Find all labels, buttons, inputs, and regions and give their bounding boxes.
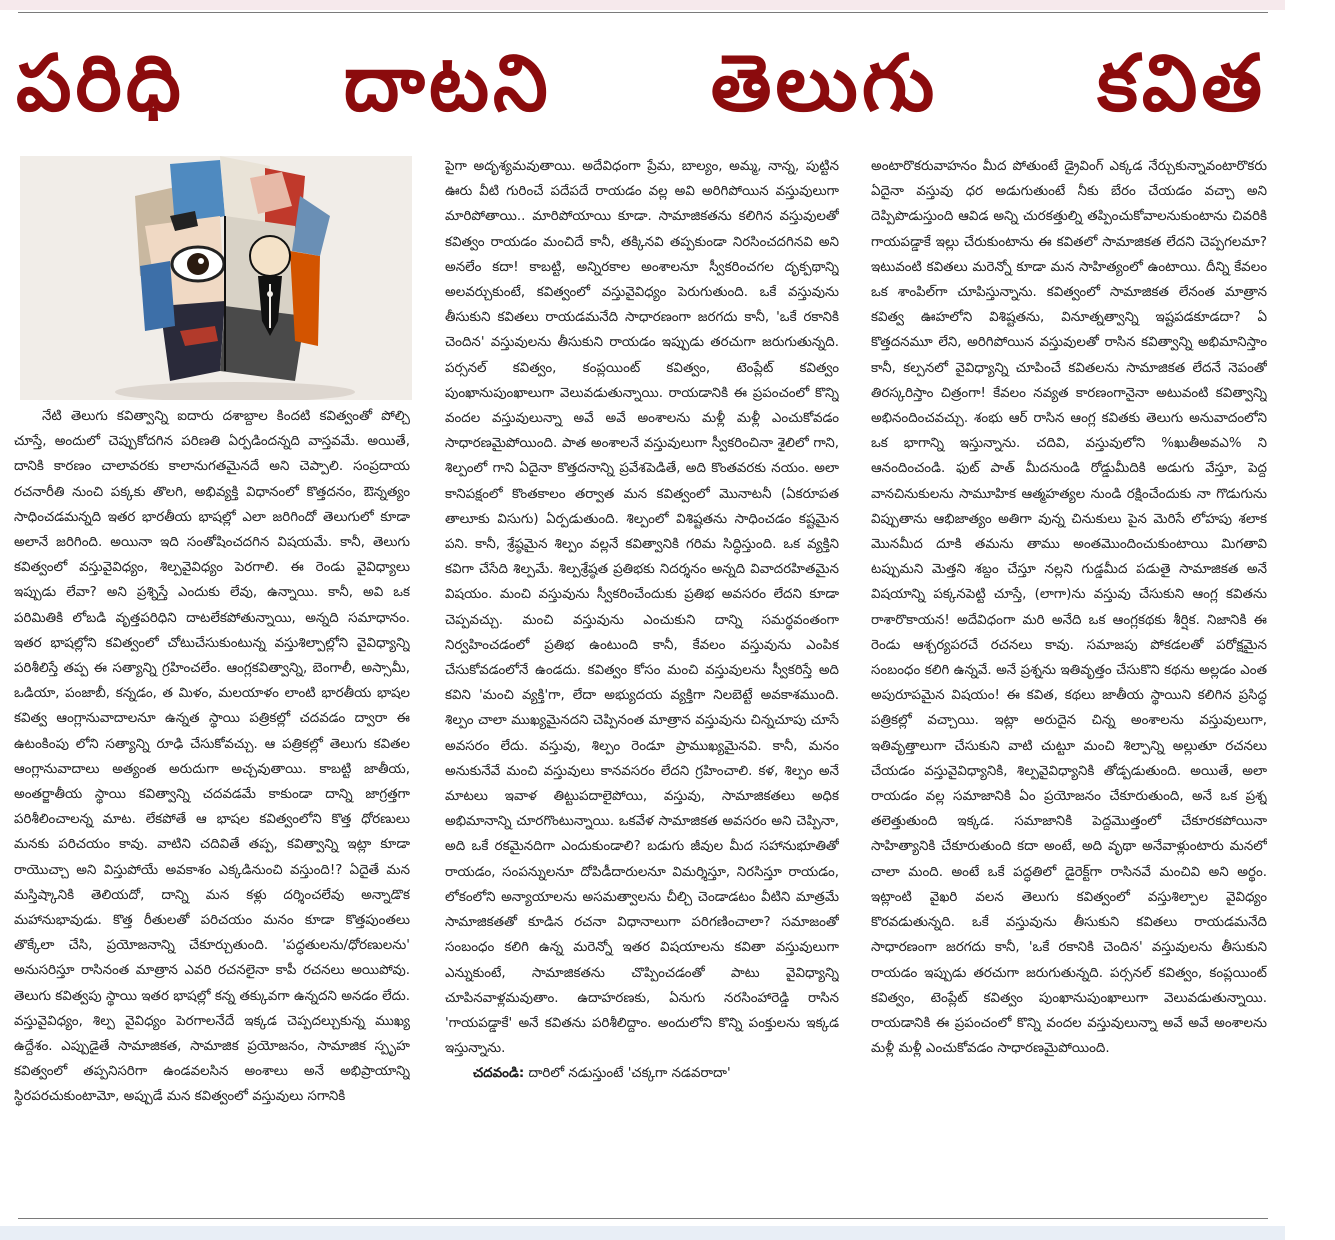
article-column-3 [871,154,1267,1204]
article-column-1 [14,404,410,1204]
bottom-rule [18,1218,1268,1219]
article-column-2 [445,154,839,1204]
headline: పరిధి దాటని తెలుగు కవిత [16,39,1266,129]
column-2-text: పైగా అదృశ్యమవుతాయి. అదేవిధంగా ప్రేమ, బాల్యం, అమ్మ, నాన్న, పుట్టిన ఊరు వీటి గురించే పదేపదే రాయడం వల్ల అవి అరిగిపోయిన వస్తువులుగా మారిపోతాయి.. మారిపోయాయి కూడా. సామాజికతను కలిగిన వస్తువులతో కవిత్వం రాయడం మంచిదే కానీ, తక్కినవి తప్పకుండా నిరసించదగినవి అని అనలేం కదా! కాబట్టి, అన్నిరకాల అంశాలనూ స్వీకరించగల దృక్పథాన్ని అలవర్చుకుంటే, కవిత్వంలో వస్తువైవిధ్యం పెరుగుతుంది. ఒకే వస్తువును తీసుకుని కవితలు రాయడమనేది సాధారణంగా జరగదు కానీ, 'ఒకే రకానికి చెందిన' వస్తువులను తీసుకుని రాయడం ఇప్పుడు తరచుగా జరుగుతున్నది. పర్సనల్ కవిత్వం, కంప్లయింట్ కవిత్వం, టెంప్లేట్ కవిత్వం పుంఖానుపుంఖాలుగా వెలువడుతున్నాయి. రాయడానికి ఈ ప్రపంచంలో కొన్ని వందల వస్తువులున్నా అవే అవే అంశాలను మళ్లీ మళ్లీ ఎంచుకోవడం సాధారణమైపోయింది. పాత అంశాలనే వస్తువులుగా స్వీకరించినా శైలిలో గాని, శిల్పంలో గాని ఏదైనా కొత్తదనాన్ని ప్రవేశపెడితే, అది కొంతవరకు నయం. అలా కానిపక్షంలో కొంతకాలం తర్వాత మన కవిత్వంలో మొనాటనీ (ఏకరూపత తాలూకు విసుగు) ఏర్పడుతుంది. శిల్పంలో విశిష్టతను సాధించడం కష్టమైన పని. కానీ, శ్రేష్ఠమైన శిల్పం వల్లనే కవిత్వానికి గరిమ సిద్ధిస్తుంది. ఒక వ్యక్తిని కవిగా చేసేది శిల్పమే. శిల్పశ్రేష్ఠత ప్రతిభకు నిదర్శనం అన్నది వివాదరహితమైన విషయం. మంచి వస్తువును స్వీకరించేందుకు ప్రతిభ అవసరం లేదని కూడా చెప్పవచ్చు. మంచి వస్తువును ఎంచుకుని దాన్ని సమర్థవంతంగా నిర్వహించడంలో ప్రతిభ ఉంటుంది కానీ, కేవలం వస్తువును ఎంపిక చేసుకోవడంలోనే ఉండదు. కవిత్వం కోసం మంచి వస్తువులను స్వీకరిస్తే అది కవిని 'మంచి వ్యక్తి'గా, లేదా అభ్యుదయ వ్యక్తిగా నిలబెట్టే అవకాశముంది. శిల్పం చాలా ముఖ్యమైనదని చెప్పినంత మాత్రాన వస్తువును చిన్నచూపు చూసే అవసరం లేదు. వస్తువు, శిల్పం రెండూ ప్రాముఖ్యమైనవి. కానీ, మనం అనుకునేవే మంచి వస్తువులు కానవసరం లేదని గ్రహించాలి. కళ, శిల్పం అనే మాటలు ఇవాళ తిట్టుపదాలైపోయి, వస్తువు, సామాజికతలు అధిక అభిమానాన్ని చూరగొంటున్నాయి. ఒకవేళ సామాజికత అవసరం అని చెప్పినా, అది ఒకే రకమైనదిగా ఎందుకుండాలి? బడుగు జీవుల మీద సహానుభూతితో రాయడం, సంపన్నులనూ దోపిడీదారులనూ విమర్శిస్తూ, నిరసిస్తూ రాయడం, లోకంలోని అన్యాయాలను అసమత్వాలను చీల్చి చెండాడటం వీటిని మాత్రమే సామాజికతతో కూడిన రచనా విధానాలుగా పరిగణించాలా? సమాజంతో సంబంధం కలిగి ఉన్న మరెన్నో ఇతర విషయాలను కవితా వస్తువులుగా ఎన్నుకుంటే, సామాజికతను చొప్పించడంతో పాటు వైవిధ్యాన్ని చూపినవాళ్లమవుతాం. ఉదాహరణకు, ఏనుగు నరసింహారెడ్డి రాసిన 'గాయపడ్డాకే' అనే కవితను పరిశీలిద్దాం. అందులోని కొన్ని పంక్తులను ఇక్కడ ఇస్తున్నాను. [445,159,839,1057]
top-strip [0,0,1285,10]
column-3-text: అంటారొకరువాహనం మీద పోతుంటే డ్రైవింగ్ ఎక్కడ నేర్చుకున్నావంటారొకరు ఏదైనా వస్తువు ధర అడుగుతుంటే నీకు బేరం చేయడం వచ్చా అని దెప్పిపొడుస్తుంది ఆవిడ అన్ని చురకత్తుల్ని తప్పించుకోవాలనుకుంటాను చివరికి గాయపడ్డాకే ఇల్లు చేరుకుంటాను ఈ కవితలో సామాజికత లేదని చెప్పగలమా? ఇటువంటి కవితలు మరెన్నో కూడా మన సాహిత్యంలో ఉంటాయి. దీన్ని కేవలం ఒక శాంపిల్‌గా చూపిస్తున్నాను. కవిత్వంలో సామాజికత లేనంత మాత్రాన కవిత్వ ఊహలోని విశిష్టతను, వినూత్నత్వాన్ని ఇష్టపడకూడదా? ఏ కొత్తదనమూ లేని, అరిగిపోయిన వస్తువులతో రాసిన కవిత్వాన్ని అభిమానిస్తాం కానీ, కల్పనలో వైవిధ్యాన్ని చూపించే కవితలను సామాజికత లేదనే నెపంతో తిరస్కరిస్తాం చిత్రంగా! కేవలం నవ్యత కారణంగానైనా అటువంటి కవిత్వాన్ని అభినందించవచ్చు. శంభు ఆర్ రాసిన ఆంగ్ల కవితకు తెలుగు అనువాదంలోని ఒక భాగాన్ని ఇస్తున్నాను. చదివి, వస్తువులోని %ఖుతీఅవఎ% ని ఆనందించండి. ఫుట్ పాత్ మీదనుండి రోడ్డుమీదికి అడుగు వేస్తూ, పెద్ద వానచినుకులను సామూహిక ఆత్మహత్యల నుండి రక్షించేందుకు నా గొడుగును విప్పుతాను ఆభిజాత్యం అతిగా వున్న చినుకులు పైన మెరిసే లోహపు శలాక మొనమీద దూకి తమను తాము అంతమొందించుకుంటాయి మిగతావి టప్పుమని మెత్తని శబ్దం చేస్తూ నల్లని గుడ్డమీద పడుతై సామాజికత అనే విషయాన్ని పక్కనపెట్టి చూస్తే, (లాగా)ను వస్తువు చేసుకుని ఆంగ్ల కవితను రాశారొకాయన! అదేవిధంగా మరి అనేది ఒక ఆంగ్లకథకు శీర్షిక. నిజానికి ఈ రెండు ఆశ్చర్యపరచే రచనలు కావు. సమాజపు పోకడలతో పరోక్షమైన సంబంధం కలిగి ఉన్నవే. అనే ప్రశ్నను ఇతివృత్తం చేసుకొని కథను అల్లడం ఎంత అపురూపమైన విషయం! ఈ కవిత, కథలు జాతీయ స్థాయిని కలిగిన ప్రసిద్ధ పత్రికల్లో వచ్చాయి. ఇట్లా అరుదైన చిన్న అంశాలను వస్తువులుగా, ఇతివృత్తాలుగా చేసుకుని వాటి చుట్టూ మంచి శిల్పాన్ని అల్లుతూ రచనలు చేయడం వస్తువైవిధ్యానికి, శిల్పవైవిధ్యానికి తోడ్పడుతుంది. అయితే, అలా రాయడం వల్ల సమాజానికి ఏం ప్రయోజనం చేకూరుతుంది, అనే ఒక ప్రశ్న తలెత్తుతుంది ఇక్కడ. సమాజానికి పెద్దమొత్తంలో చేకూరకపోయినా సాహిత్యానికి చేకూరుతుంది కదా అంటే, అది వృథా అనేవాళ్లుంటారు మనలో చాలా మంది. అంటే ఒకే పద్ధతిలో డైరెక్ట్‌గా రాసినవే మంచివి అని అర్థం. ఇట్లాంటి వైఖరి వలన తెలుగు కవిత్వంలో వస్తుశిల్పాల వైవిధ్యం కొరవడుతున్నది. ఒకే వస్తువును తీసుకుని కవితలు రాయడమనేది సాధారణంగా జరగదు కానీ, 'ఒకే రకానికి చెందిన' వస్తువులను తీసుకుని రాయడం ఇప్పుడు తరచుగా జరుగుతున్నది. పర్సనల్ కవిత్వం, కంప్లయింట్ కవిత్వం, టెంప్లేట్ కవిత్వం పుంఖానుపుంఖాలుగా వెలువడుతున్నాయి. రాయడానికి ఈ ప్రపంచంలో కొన్ని వందల వస్తువులున్నా అవే అవే అంశాలను మళ్లీ మళ్లీ ఎంచుకోవడం సాధారణమైపోయింది. [871,159,1267,1057]
abstract-face-illustration [20,156,412,400]
face-painting-graphic [20,156,412,400]
column-2-closing [445,1061,839,1086]
bottom-strip [0,1226,1285,1240]
column-1-text: నేటి తెలుగు కవిత్వాన్ని ఐదారు దశాబ్దాల కిందటి కవిత్వంతో పోల్చి చూస్తే, అందులో చెప్పుకోదగిన పరిణతి ఏర్పడిందన్నది వాస్తవమే. అయితే, దానికి కారణం చాలావరకు కాలానుగతమైనదే అని చెప్పాలి. సంప్రదాయ రచనారీతి నుంచి పక్కకు తొలగి, అభివ్యక్తి విధానంలో కొత్తదనం, ఔన్నత్యం సాధించడమన్నది ఇతర భారతీయ భాషల్లో ఎలా జరిగిందో తెలుగులో కూడా అలానే జరిగింది. అయినా ఇది సంతోషించదగిన విషయమే. కానీ, తెలుగు కవిత్వంలో వస్తువైవిధ్యం, శిల్పవైవిధ్యం పెరగాలి. ఈ రెండు వైవిధ్యాలు ఇప్పుడు లేవా? అని ప్రశ్నిస్తే ఎందుకు లేవు, ఉన్నాయి. కానీ, అవి ఒక పరిమితికి లోబడి వృత్తపరిధిని దాటలేకపోతున్నాయి, అన్నది సమాధానం. ఇతర భాషల్లోని కవిత్వంలో చోటుచేసుకుంటున్న వస్తుశిల్పాల్లోని వైవిధ్యాన్ని పరిశీలిస్తే తప్ప ఈ సత్యాన్ని గ్రహించలేం. ఆంగ్లకవిత్వాన్ని, బెంగాలీ, అస్సామీ, ఒడియా, పంజాబీ, కన్నడం, త మిళం, మలయాళం లాంటి భారతీయ భాషల కవిత్వ ఆంగ్లానువాదాలనూ ఉన్నత స్థాయి పత్రికల్లో చదవడం ద్వారా ఈ ఉటంకింపు లోని సత్యాన్ని రూఢి చేసుకోవచ్చు. ఆ పత్రికల్లో తెలుగు కవితల ఆంగ్లానువాదాలు అత్యంత అరుదుగా అచ్చవుతాయి. కాబట్టి జాతీయ, అంతర్జాతీయ స్థాయి కవిత్వాన్ని చదవడమే కాకుండా దాన్ని జాగ్రత్తగా పరిశీలించాలన్న మాట. లేకపోతే ఆ భాషల కవిత్వంలోని కొత్త ధోరణులు మనకు పరిచయం కావు. వాటిని చదివితే తప్ప, కవిత్వాన్ని ఇట్లా కూడా రాయొచ్చా అని విస్తుపోయే అవకాశం ఎక్కడినుంచి వస్తుంది!? ఏదైతే మన మస్తిష్కానికి తెలియదో, దాన్ని మన కళ్లు దర్శించలేవు అన్నాడొక మహానుభావుడు. కొత్త రీతులతో పరిచయం మనం కూడా కొత్తపుంతలు తొక్కేలా చేసి, ప్రయోజనాన్ని చేకూర్చుతుంది. 'పద్ధతులను/ధోరణులను' అనుసరిస్తూ రాసినంత మాత్రాన ఎవరి రచనలైనా కాపీ రచనలు అయిపోవు. తెలుగు కవిత్వపు స్థాయి ఇతర భాషల్లో కన్న తక్కువగా ఉన్నదని అనడం లేదు. వస్తువైవిధ్యం, శిల్ప వైవిధ్యం పెరగాలనేదే ఇక్కడ చెప్పదల్చుకున్న ముఖ్య ఉద్దేశం. ఎప్పుడైతే సామాజికత, సామాజిక ప్రయోజనం, సామాజిక స్పృహ కవిత్వంలో తప్పనిసరిగా ఉండవలసిన అంశాలు అనే అభిప్రాయాన్ని స్థిరపరచుకుంటామో, అప్పుడే మన కవిత్వంలో వస్తువులు సగానికి [14,409,410,1105]
top-rule [18,12,1268,13]
read-lead-in: చదవండి: [473,1066,525,1082]
column-2-closing-text: దారిలో నడుస్తుంటే 'చక్కగా నడవరాదా' [528,1066,731,1082]
